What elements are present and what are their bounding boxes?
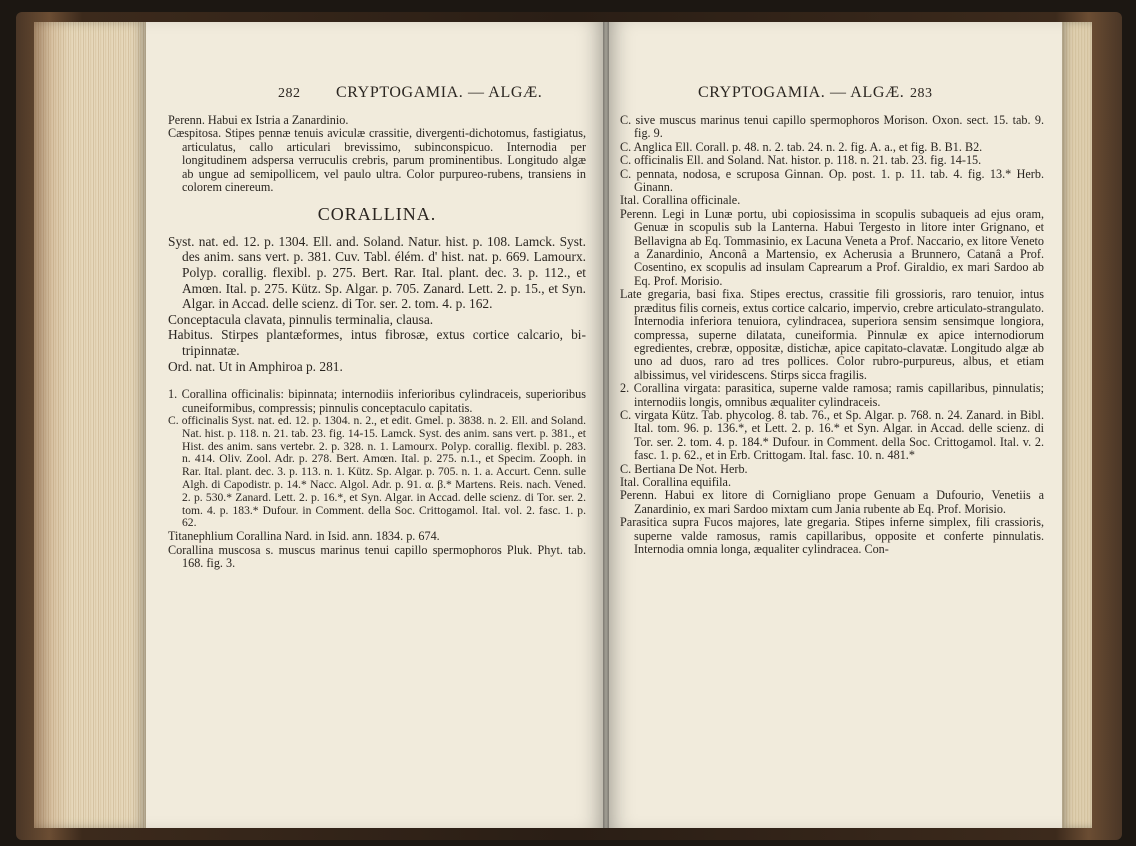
paragraph: Perenn. Legi in Lunæ portu, ubi copiosissima in scopulis subaqueis ad ejus oram, Genuæ in scopulis sub la Lanterna. Habui Tergesto in litore inter Grignano, et Bellavigna ab Eq. Tommasinio, ex Lacuna Veneta a Prof. Naccario, ex litore Veneto a Zanardinio, Anconâ a Martensio, ex Acherusia a Brunnero, Catanâ a Prof. Cosentino, ex scopulis ad insulam Caprearum a Prof. Giraldio, ex mari Sardoo ab Eq. Prof. Morisio. (620, 206, 1044, 288)
paragraph: Cæspitosa. Stipes pennæ tenuis aviculæ crassitie, divergenti-dichotomus, fastigiatus, articulatus, callo articulari brevissimo, subinconspicuo. Internodia per longitudinem adspersa verruculis crebris, parum prominentibus. Longitudo algæ ab ungue ad semipollicem, vel paulo ultra. Color purpureo-rubens, transiens in colorem cinereum. (168, 126, 586, 195)
left-page-body (168, 114, 586, 570)
paragraph: C. Anglica Ell. Corall. p. 48. n. 2. tab. 24. n. 2. fig. A. a., et fig. B. B1. B2. (620, 139, 983, 154)
paragraph: Syst. nat. ed. 12. p. 1304. Ell. and. Soland. Natur. hist. p. 108. Lamck. Syst. des anim. sans vert. p. 381. Cuv. Tabl. élém. d' hist. nat. p. 669. Lamourx. Polyp. corallig. flexibl. p. 275. Bert. Rar. Ital. plant. dec. 3. p. 112., et Amœn. Ital. p. 275. Kütz. Sp. Algar. p. 705. Zanard. Lett. 2. p. 15., et Syn. Algar. in Accad. delle scienz. di Tor. ser. 2. tom. 4. p. 162. (168, 233, 586, 312)
paragraph: C. officinalis Syst. nat. ed. 12. p. 1304. n. 2., et edit. Gmel. p. 3838. n. 2. Ell. and Soland. Nat. hist. p. 118. n. 21. tab. 23. fig. 14-15. Lamck. Syst. des anim. sans vert. p. 381., et Hist. des anim. sans vertebr. 2. p. 328. n. 1. Lamourx. Polyp. corallig. flexibl. p. 283. n. 414. Oliv. Zool. Adr. p. 278. Bert. Amœn. Ital. p. 275. n.1., et Specim. Zooph. in Rar. Ital. plant. dec. 3. p. 113. n. 1. Kütz. Sp. Algar. p. 705. n. 1. a. Accurt. Cenn. sulle Algh. di Capodistr. p. 14.* Nacc. Algol. Adr. p. 91. α. β.* Martens. Reis. nach. Vened. 2. p. 530.* Zanard. Lett. 2. p. 16.*, et Syn. Algar. in Accad. delle scienz. di Tor. ser. 2. tom. 4. p. 183.* Dufour. in Comment. della Soc. Crittogamol. Ital. vol. 2. fasc. 1. p. 62. (168, 414, 586, 530)
paragraph: C. pennata, nodosa, e scruposa Ginnan. Op. post. 1. p. 11. tab. 4. fig. 13.* Herb. Ginann. (620, 166, 1044, 195)
right-page-edges (1062, 22, 1092, 828)
paragraph: Late gregaria, basi fixa. Stipes erectus, crassitie fili grossioris, raro tenuior, intus præditus filis corneis, extus cortice calcario, impervio, crebre articulato-strangulato. Internodia inferiora tenuiora, cylindracea, superiora sensim sensimque longiora, compressa, superne dilatata, cuneiformia. Pinnulæ ex apice internodiorum egredientes, crebræ, oppositæ, distichæ, apice capitato-clavatæ. Longitudo algæ ab uno ad duos, raro ad tres pollices. Color rubro-purpureus, albus, et etiam albissimus, vel viridescens. Stirps sicca fragilis. (620, 287, 1044, 382)
paragraph: C. officinalis Ell. and Soland. Nat. histor. p. 118. n. 21. tab. 23. fig. 14-15. (620, 153, 982, 168)
paragraph: Corallina muscosa s. muscus marinus tenui capillo spermophoros Pluk. Phyt. tab. 168. fig. 3. (168, 542, 586, 570)
paragraph: C. sive muscus marinus tenui capillo spermophoros Morison. Oxon. sect. 15. tab. 9. fig. 9. (620, 113, 1044, 141)
paragraph: Titanephlium Corallina Nard. in Isid. ann. 1834. p. 674. (168, 529, 440, 544)
paragraph: Perenn. Habui ex litore di Cornigliano prope Genuam a Dufourio, Venetiis a Zanardinio, ex mari Sardoo mixtam cum Jania rubente ab Eq. Prof. Morisio. (620, 488, 1044, 516)
paragraph: C. Bertiana De Not. Herb. (620, 461, 748, 476)
left-running-title: CRYPTOGAMIA. — ALGÆ. (336, 84, 543, 101)
right-page-number: 283 (910, 86, 933, 101)
paragraph: Ital. Corallina officinale. (620, 193, 741, 208)
paragraph: Perenn. Habui ex Istria a Zanardinio. (168, 113, 349, 127)
left-page-edges (34, 22, 146, 828)
left-page-number: 282 (278, 86, 301, 101)
paragraph: 1. Corallina officinalis: bipinnata; internodiis inferioribus cylindraceis, superioribus cuneiformibus, compressis; pinnulis conceptaculo capitatis. (168, 387, 586, 415)
paragraph: Ital. Corallina equifila. (620, 474, 732, 489)
right-running-title: CRYPTOGAMIA. — ALGÆ. (698, 84, 905, 101)
right-page (606, 22, 1062, 828)
left-page-header (146, 84, 606, 106)
paragraph: C. virgata Kütz. Tab. phycolog. 8. tab. 76., et Sp. Algar. p. 768. n. 24. Zanard. in Bibl. Ital. tom. 96. p. 136.*, et Lett. 2. p. 16.* et Syn. Algar. in Accad. delle scienz. di Tor. ser. 2. tom. 4. p. 184.* Dufour. in Comment. della Soc. Crittogamol. Ital. v. 2. fasc. 1. p. 62., et in Erb. Crittogam. Ital. fasc. 10. n. 481.* (620, 407, 1044, 463)
right-page-header (606, 84, 1062, 106)
paragraph: Parasitica supra Fucos majores, late gregaria. Stipes inferne simplex, fili crassioris, superne valde ramosus, ramis capillaribus, opposite et conferte pinnulatis. Internodia omnia longa, æqualiter cylindracea. Con- (620, 515, 1044, 556)
book-gutter (603, 22, 609, 828)
left-page (146, 22, 606, 828)
section-title: CORALLINA. (317, 204, 437, 225)
paragraph: Habitus. Stirpes plantæformes, intus fibrosæ, extus cortice calcario, bi-tripinnatæ. (168, 327, 586, 358)
paragraph: 2. Corallina virgata: parasitica, superne valde ramosa; ramis capillaribus, pinnulatis; internodiis longis, omnibus æqualiter cylindraceis. (620, 381, 1044, 409)
paragraph: Conceptacula clavata, pinnulis terminalia, clausa. (168, 311, 434, 327)
paragraph: Ord. nat. Ut in Amphiroa p. 281. (168, 358, 343, 374)
right-page-body (620, 114, 1044, 556)
